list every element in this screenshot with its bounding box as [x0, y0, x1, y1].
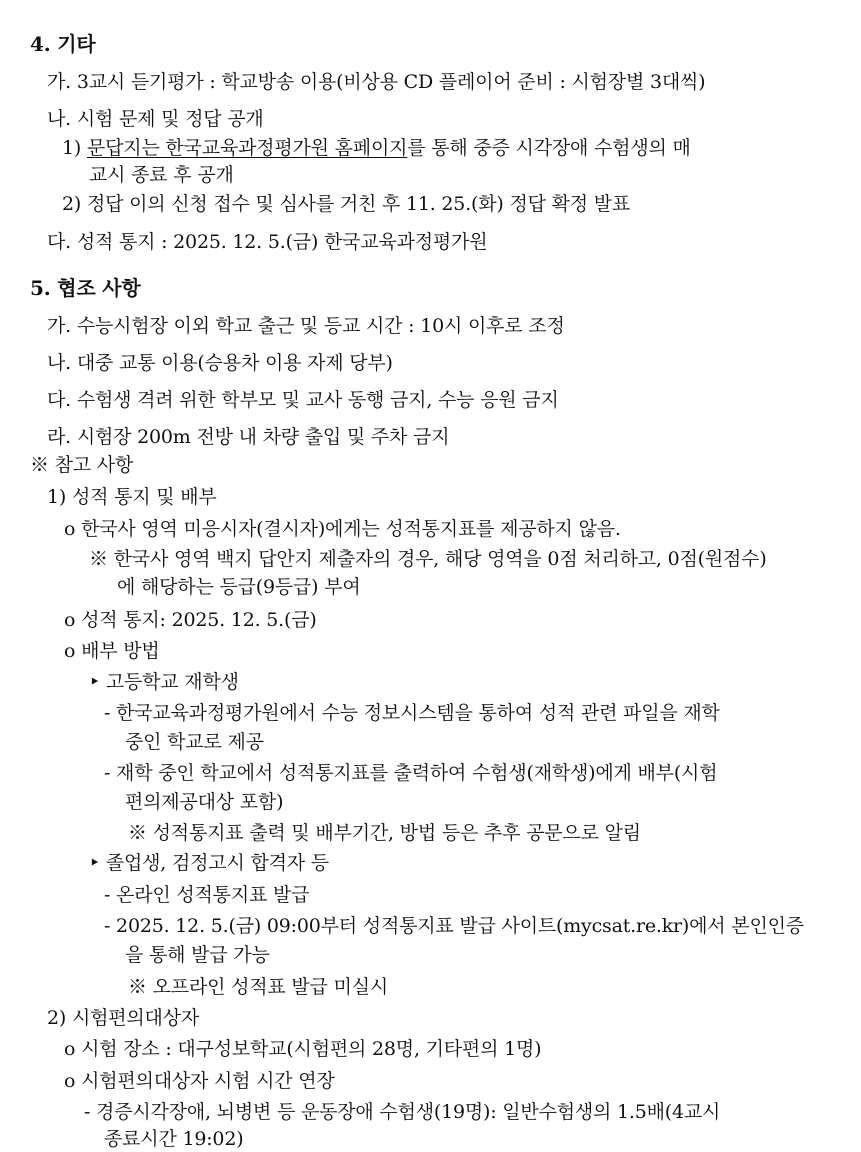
list-item: 다. 수험생 격려 위한 학부모 및 교사 동행 금지, 수능 응원 금지 — [47, 389, 559, 411]
list-item: 나. 대중 교통 이용(승용차 이용 자제 당부) — [47, 352, 393, 374]
underlined-text: 문답지는 한국교육과정평가원 홈페이지 — [86, 137, 408, 159]
list-item-continuation: 편의제공대상 포함) — [125, 791, 284, 813]
list-item-continuation: 교시 종료 후 공개 — [89, 164, 234, 186]
list-item-continuation: 을 통해 발급 가능 — [125, 944, 270, 966]
list-item: o 시험편의대상자 시험 시간 연장 — [64, 1070, 335, 1092]
list-item: 다. 성적 통지 : 2025. 12. 5.(금) 한국교육과정평가원 — [47, 231, 488, 253]
list-item: 2) 시험편의대상자 — [47, 1007, 200, 1029]
list-item: 나. 시험 문제 및 정답 공개 — [47, 108, 264, 130]
list-item: o 한국사 영역 미응시자(결시자)에게는 성적통지표를 제공하지 않음. — [64, 518, 621, 540]
list-item: o 배부 방법 — [64, 640, 160, 662]
list-item: 1) 성적 통지 및 배부 — [47, 486, 217, 508]
list-item: o 성적 통지: 2025. 12. 5.(금) — [64, 609, 317, 631]
list-item: ※ 오프라인 성적표 발급 미실시 — [128, 976, 389, 998]
list-item — [62, 135, 691, 161]
list-item-continuation: 중인 학교로 제공 — [125, 731, 264, 753]
list-item: 2) 정답 이의 신청 접수 및 심사를 거친 후 11. 25.(화) 정답 확정 발표 — [62, 193, 631, 215]
section-heading-etc: 4. 기타 — [30, 32, 96, 56]
list-item: - 경증시각장애, 뇌병변 등 운동장애 수험생(19명): 일반수험생의 1.5배(4교시 — [84, 1101, 721, 1123]
list-item: 가. 3교시 듣기평가 : 학교방송 이용(비상용 CD 플레이어 준비 : 시험장별 3대씩) — [47, 71, 706, 93]
list-item: 가. 수능시험장 이외 학교 출근 및 등교 시간 : 10시 이후로 조정 — [47, 315, 565, 337]
list-item: ※ 성적통지표 출력 및 배부기간, 방법 등은 추후 공문으로 알림 — [128, 822, 641, 844]
list-item: - 온라인 성적통지표 발급 — [104, 884, 310, 906]
item-text: 를 통해 중증 시각장애 수험생의 매 — [407, 137, 691, 159]
list-item-continuation: 에 해당하는 등급(9등급) 부여 — [117, 576, 361, 598]
list-item: - 2025. 12. 5.(금) 09:00부터 성적통지표 발급 사이트(mycsat.re.kr)에서 본인인증 — [104, 915, 804, 937]
item-number: 1) — [62, 137, 82, 159]
list-item: ※ 한국사 영역 백지 답안지 제출자의 경우, 해당 영역을 0점 처리하고, 0점(원점수) — [89, 548, 767, 570]
list-item: o 시험 장소 : 대구성보학교(시험편의 28명, 기타편의 1명) — [64, 1038, 542, 1060]
section-heading-cooperation: 5. 협조 사항 — [30, 276, 141, 300]
list-item: ‣ 고등학교 재학생 — [89, 671, 239, 693]
list-item: - 재학 중인 학교에서 성적통지표를 출력하여 수험생(재학생)에게 배부(시험 — [104, 762, 718, 784]
list-item: - 한국교육과정평가원에서 수능 정보시스템을 통하여 성적 관련 파일을 재학 — [104, 702, 720, 724]
list-item: 라. 시험장 200m 전방 내 차량 출입 및 주차 금지 — [47, 426, 450, 448]
note-heading: ※ 참고 사항 — [30, 454, 134, 476]
list-item-continuation: 종료시간 19:02) — [104, 1128, 244, 1150]
list-item: ‣ 졸업생, 검정고시 합격자 등 — [89, 852, 329, 874]
